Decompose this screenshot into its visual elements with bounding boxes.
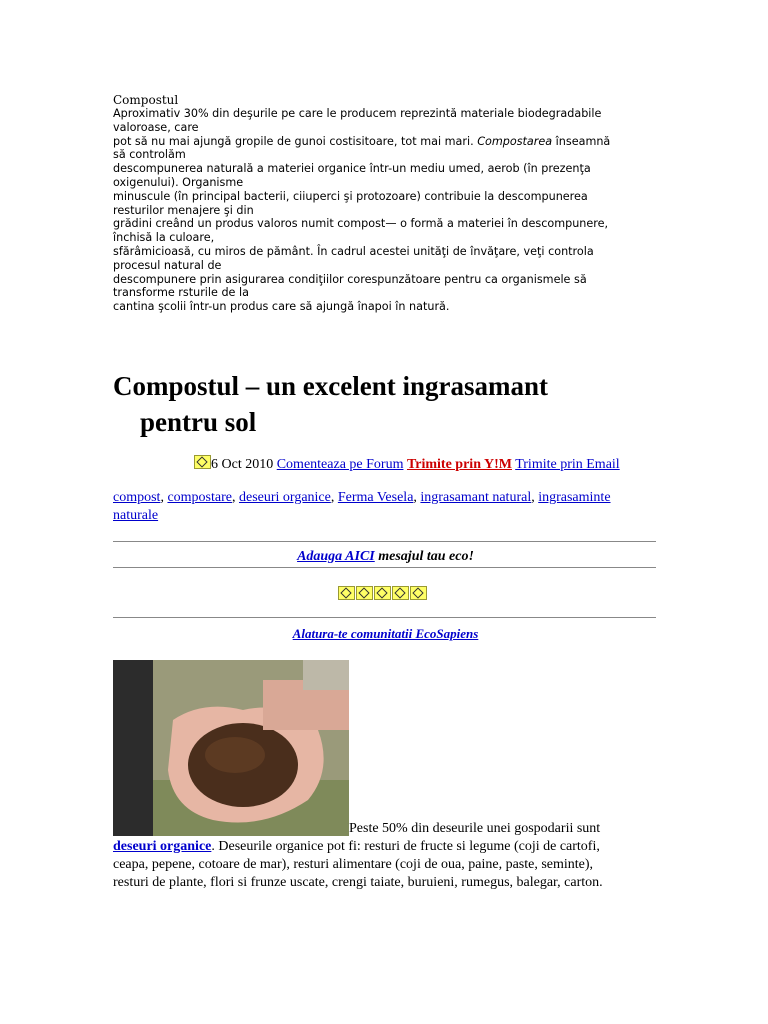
divider — [113, 541, 656, 542]
intro-line: sfărâmicioasă, cu miros de pământ. În cadrul acestei unităţi de învăţare, veţi controla — [113, 244, 594, 258]
body-lead: Peste 50% din deseurile unei gospodarii sunt — [349, 821, 601, 836]
eco-message-text: mesajul tau eco! — [374, 549, 474, 564]
body-text-line: ceapa, pepene, cotoare de mar), resturi alimentare (coji de oua, paine, paste, seminte), — [113, 857, 594, 872]
comment-forum-link[interactable]: Comenteaza pe Forum — [276, 457, 404, 472]
rating-icon[interactable] — [392, 586, 409, 600]
rating-icons — [338, 586, 428, 604]
tag-link[interactable]: Ferma Vesela — [337, 490, 414, 505]
rating-icon[interactable] — [374, 586, 391, 600]
intro-line: transforme rsturile de la — [113, 286, 249, 300]
compost-photo — [113, 660, 349, 836]
rating-icon[interactable] — [356, 586, 373, 600]
intro-emphasis: Compostarea — [477, 134, 553, 148]
body-text-line: . Deseurile organice pot fi: resturi de fructe si legume (coji de cartofi, — [211, 839, 600, 854]
join-community-link[interactable]: Alatura-te comunitatii EcoSapiens — [292, 626, 479, 641]
tag-link[interactable]: ingrasaminte naturale — [113, 490, 611, 523]
rating-icon[interactable] — [338, 586, 355, 600]
divider — [113, 617, 656, 618]
send-email-link[interactable]: Trimite prin Email — [515, 457, 620, 472]
intro-line: pot să nu mai ajungă gropile de gunoi costisitoare, tot mai mari. Compostarea înseamnă — [113, 134, 611, 148]
body-text-line: resturi de plante, flori si frunze uscate, crengi taiate, buruieni, rumegus, balegar, carton. — [113, 875, 603, 890]
send-ym-link[interactable]: Trimite prin Y!M — [406, 457, 512, 472]
article-meta — [194, 455, 620, 473]
rating-icon[interactable] — [410, 586, 427, 600]
intro-line: cantina şcolii într-un produs care să ajungă înapoi în natură. — [113, 300, 450, 314]
article-title — [113, 368, 673, 440]
intro-line: grădini creând un produs valoros numit compost— o formă a materiei în descompunere, — [113, 217, 609, 231]
intro-paragraph — [113, 107, 673, 314]
intro-title: Compostul — [113, 93, 179, 107]
tag-link[interactable]: deseuri organice — [238, 490, 331, 505]
eco-message — [113, 549, 658, 565]
add-eco-message-link[interactable]: Adauga AICI — [297, 549, 375, 564]
divider — [113, 567, 656, 568]
intro-line: închisă la culoare, — [113, 231, 215, 245]
calendar-icon — [194, 455, 211, 469]
intro-line: minuscule (în principal bacterii, ciiuperci şi protozoare) contribuie la descompunerea — [113, 189, 588, 203]
tag-link[interactable]: ingrasamant natural — [420, 490, 532, 505]
intro-line: descompunere prin asigurarea condiţiilor corespunzătoare pentru ca organismele să — [113, 272, 587, 286]
join-community — [113, 626, 658, 642]
intro-line: procesul natural de — [113, 258, 222, 272]
article-date: 6 Oct 2010 — [211, 457, 274, 472]
compost-hands-image — [113, 660, 349, 836]
article-title-line: Compostul – un excelent ingrasamant — [113, 371, 549, 401]
intro-line: resturilor menajere şi din — [113, 203, 254, 217]
tag-link[interactable]: compostare — [167, 490, 232, 505]
organic-waste-link[interactable]: deseuri organice — [113, 839, 212, 854]
tag-link[interactable]: compost — [113, 490, 161, 505]
intro-line: oxigenului). Organisme — [113, 175, 244, 189]
article-body — [113, 820, 658, 892]
intro-line: descompunerea naturală a materiei organice într-un mediu umed, aerob (în prezenţa — [113, 162, 591, 176]
tag-list: compost, compostare, deseuri organice, Ferma Vesela, ingrasamant natural, ingrasaminte naturale — [113, 490, 611, 523]
article-title-line: pentru sol — [140, 407, 257, 437]
intro-line: să controlăm — [113, 148, 186, 162]
intro-line: valoroase, care — [113, 120, 199, 134]
intro-line: Aproximativ 30% din deşurile pe care le producem reprezintă materiale biodegradabile — [113, 107, 602, 120]
